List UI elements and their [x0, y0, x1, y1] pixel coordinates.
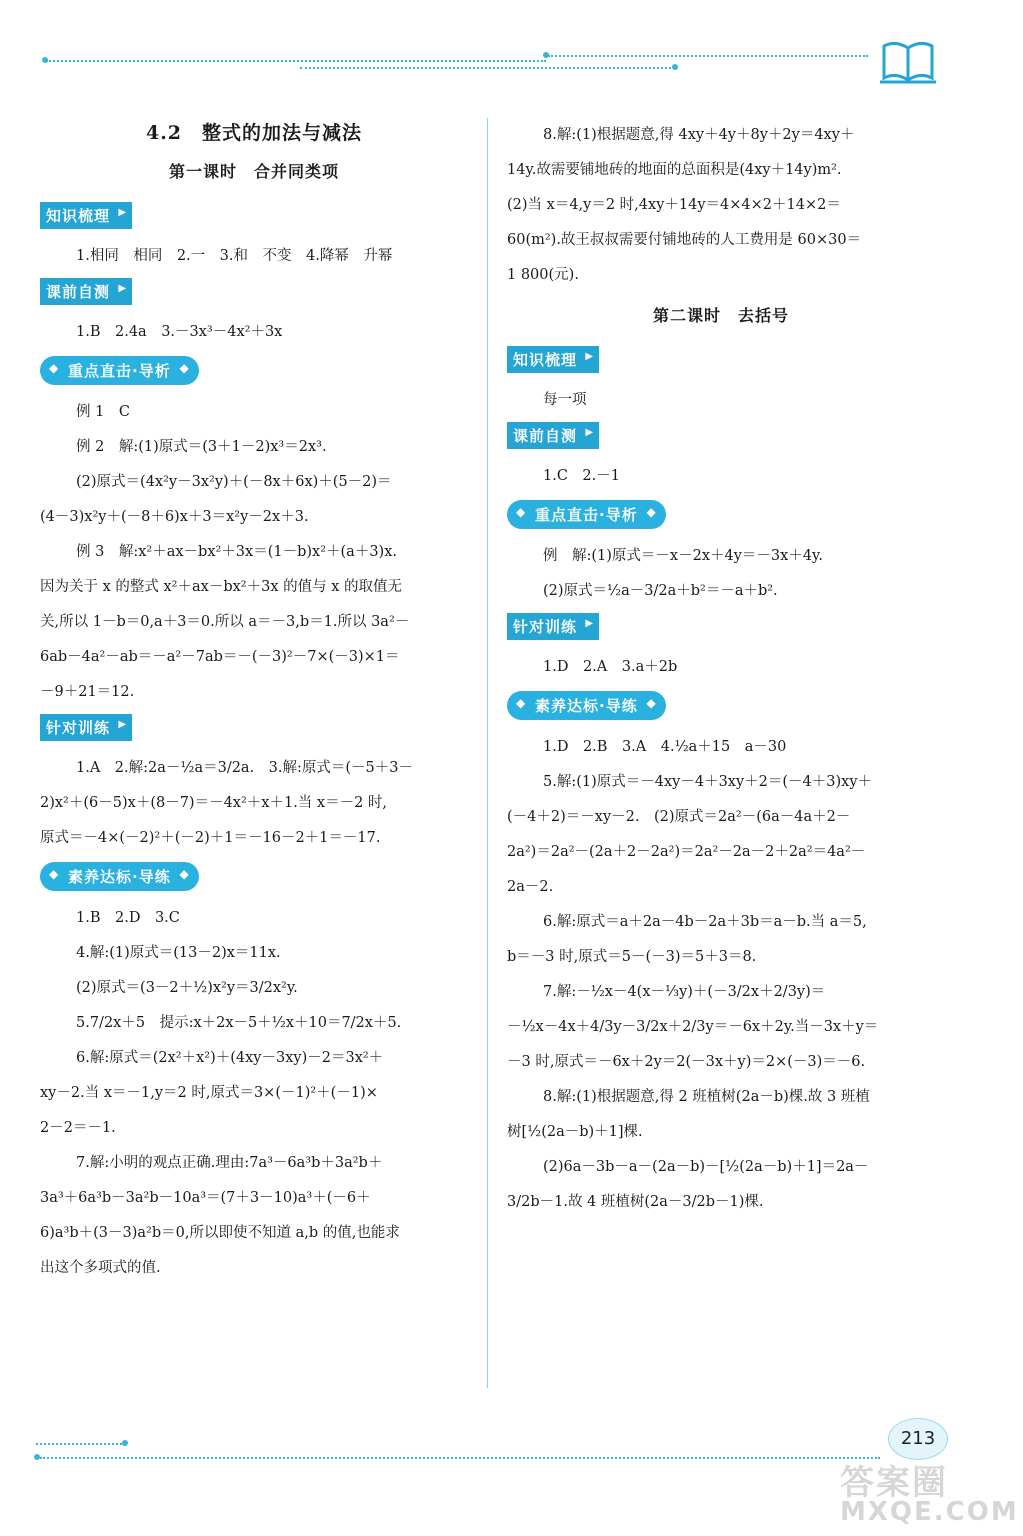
- page-number: 213: [888, 1418, 948, 1460]
- answer-line: (2)6a－3b－a－(2a－b)－[½(2a－b)＋1]＝2a－: [543, 1159, 869, 1175]
- answer-line: 6.解:原式＝a＋2a－4b－2a＋3b＝a－b.当 a＝5,: [543, 914, 867, 930]
- answer-line: 树[½(2a－b)＋1]棵.: [507, 1124, 643, 1140]
- tag-targeted-training: 针对训练 ▶: [40, 714, 132, 741]
- header-dotted-line: [46, 60, 546, 62]
- answer-line: 3a³＋6a³b－3a²b－10a³＝(7＋3－10)a³＋(－6＋: [40, 1190, 371, 1206]
- answer-line: 1.B 2.D 3.C: [76, 910, 180, 926]
- answer-line: 6.解:原式＝(2x²＋x²)＋(4xy－3xy)－2＝3x²＋: [76, 1050, 384, 1066]
- tag-literacy-practice: ◆ 素养达标·导练 ◆: [40, 862, 199, 891]
- answer-line: 6)a³b＋(3－3)a²b＝0,所以即使不知道 a,b 的值,也能求: [40, 1225, 400, 1241]
- watermark-url: MXQE.COM: [840, 1497, 1019, 1527]
- lesson-title-1: 第一课时 合并同类项: [168, 162, 339, 181]
- answer-line: 3/2b－1.故 4 班植树(2a－3/2b－1)棵.: [507, 1194, 764, 1210]
- footer-dot: [34, 1454, 40, 1460]
- tag-pre-class-test: 课前自测 ▶: [507, 422, 599, 449]
- answer-line: 1.D 2.A 3.a＋2b: [543, 659, 678, 675]
- footer-dotted-line: [36, 1443, 126, 1445]
- footer-dot: [122, 1440, 128, 1446]
- tag-key-analysis: ◆ 重点直击·导析 ◆: [507, 500, 666, 529]
- answer-line: 例 2 解:(1)原式＝(3＋1－2)x³＝2x³.: [76, 439, 327, 455]
- answer-line: 2a²)＝2a²－(2a＋2－2a²)＝2a²－2a－2＋2a²＝4a²－: [507, 844, 866, 860]
- left-column: [40, 118, 468, 1286]
- header-dotted-line-3: [300, 67, 675, 69]
- answer-line: 2)x²＋(6－5)x＋(8－7)＝－4x²＋x＋1.当 x＝－2 时,: [40, 795, 388, 811]
- answer-line: 6ab－4a²－ab＝－a²－7ab＝－(－3)²－7×(－3)×1＝: [40, 649, 400, 665]
- lesson-title-2: 第二课时 去括号: [652, 306, 789, 325]
- header-dotted-line-2: [548, 55, 868, 57]
- answer-line: (2)当 x＝4,y＝2 时,4xy＋14y＝4×4×2＋14×2＝: [507, 197, 841, 213]
- answer-line: 出这个多项式的值.: [40, 1260, 161, 1276]
- answer-line: 5.7/2x＋5 提示:x＋2x－5＋½x＋10＝7/2x＋5.: [76, 1015, 402, 1031]
- tag-key-analysis: ◆ 重点直击·导析 ◆: [40, 356, 199, 385]
- answer-line: xy－2.当 x＝－1,y＝2 时,原式＝3×(－1)²＋(－1)×: [40, 1085, 378, 1101]
- answer-line: －9＋21＝12.: [40, 684, 135, 700]
- tag-literacy-practice: ◆ 素养达标·导练 ◆: [507, 691, 666, 720]
- answer-line: 例 3 解:x²＋ax－bx²＋3x＝(1－b)x²＋(a＋3)x.: [76, 544, 397, 560]
- tag-targeted-training: 针对训练 ▶: [507, 613, 599, 640]
- answer-line: 7.解:小明的观点正确.理由:7a³－6a³b＋3a²b＋: [76, 1155, 383, 1171]
- tag-pre-class-test: 课前自测 ▶: [40, 278, 132, 305]
- answer-line: 4.解:(1)原式＝(13－2)x＝11x.: [76, 945, 281, 961]
- answer-line: 因为关于 x 的整式 x²＋ax－bx²＋3x 的值与 x 的取值无: [40, 579, 402, 595]
- answer-line: 7.解:－½x－4(x－⅓y)＋(－3/2x＋2/3y)＝: [543, 984, 826, 1000]
- answer-line: 2－2＝－1.: [40, 1120, 116, 1136]
- answer-line: 1.A 2.解:2a－½a＝3/2a. 3.解:原式＝(－5＋3－: [76, 760, 414, 776]
- header-dot: [543, 52, 549, 58]
- answer-line: 5.解:(1)原式＝－4xy－4＋3xy＋2＝(－4＋3)xy＋: [543, 774, 873, 790]
- answer-line: 关,所以 1－b＝0,a＋3＝0.所以 a＝－3,b＝1.所以 3a²－: [40, 614, 410, 630]
- answer-line: 每一项: [543, 392, 587, 408]
- book-icon: [880, 38, 936, 84]
- answer-line: 1 800(元).: [507, 267, 579, 283]
- answer-line: 例 解:(1)原式＝－x－2x＋4y＝－3x＋4y.: [543, 548, 823, 564]
- answer-line: 原式＝－4×(－2)²＋(－2)＋1＝－16－2＋1＝－17.: [40, 830, 381, 846]
- answer-line: b＝－3 时,原式＝5－(－3)＝5＋3＝8.: [507, 949, 757, 965]
- column-divider: [487, 118, 488, 1388]
- right-column: [507, 118, 935, 1220]
- answer-line: (－4＋2)＝－xy－2. (2)原式＝2a²－(6a－4a＋2－: [507, 809, 851, 825]
- answer-line: 2a－2.: [507, 879, 554, 895]
- answer-line: 1.B 2.4a 3.－3x³－4x²＋3x: [76, 324, 283, 340]
- answer-line: 1.C 2.－1: [543, 468, 620, 484]
- footer-dotted-line-2: [40, 1457, 880, 1459]
- answer-line: －3 时,原式＝－6x＋2y＝2(－3x＋y)＝2×(－3)＝－6.: [507, 1054, 866, 1070]
- header-dot: [42, 57, 48, 63]
- watermark-logo: 答案圈: [840, 1463, 948, 1503]
- tag-knowledge-review: 知识梳理 ▶: [40, 202, 132, 229]
- answer-line: 8.解:(1)根据题意,得 2 班植树(2a－b)棵.故 3 班植: [543, 1089, 870, 1105]
- header-dot: [672, 64, 678, 70]
- answer-line: －½x－4x＋4/3y－3/2x＋2/3y＝－6x＋2y.当－3x＋y＝: [507, 1019, 879, 1035]
- answer-line: (4－3)x²y＋(－8＋6)x＋3＝x²y－2x＋3.: [40, 509, 309, 525]
- section-title: 4.2 整式的加法与减法: [145, 122, 363, 144]
- answer-line: (2)原式＝½a－3/2a＋b²＝－a＋b².: [543, 583, 778, 599]
- answer-line: 例 1 C: [76, 404, 130, 420]
- answer-line: (2)原式＝(4x²y－3x²y)＋(－8x＋6x)＋(5－2)＝: [76, 474, 392, 490]
- tag-knowledge-review: 知识梳理 ▶: [507, 346, 599, 373]
- answer-line: 14y.故需要铺地砖的地面的总面积是(4xy＋14y)m².: [507, 162, 842, 178]
- answer-line: 8.解:(1)根据题意,得 4xy＋4y＋8y＋2y＝4xy＋: [543, 127, 855, 143]
- answer-line: 1.D 2.B 3.A 4.½a＋15 a－30: [543, 739, 787, 755]
- answer-line: (2)原式＝(3－2＋½)x²y＝3/2x²y.: [76, 980, 298, 996]
- answer-line: 60(m²).故王叔叔需要付铺地砖的人工费用是 60×30＝: [507, 232, 862, 248]
- answer-line: 1.相同 相同 2.一 3.和 不变 4.降幂 升幂: [76, 248, 393, 264]
